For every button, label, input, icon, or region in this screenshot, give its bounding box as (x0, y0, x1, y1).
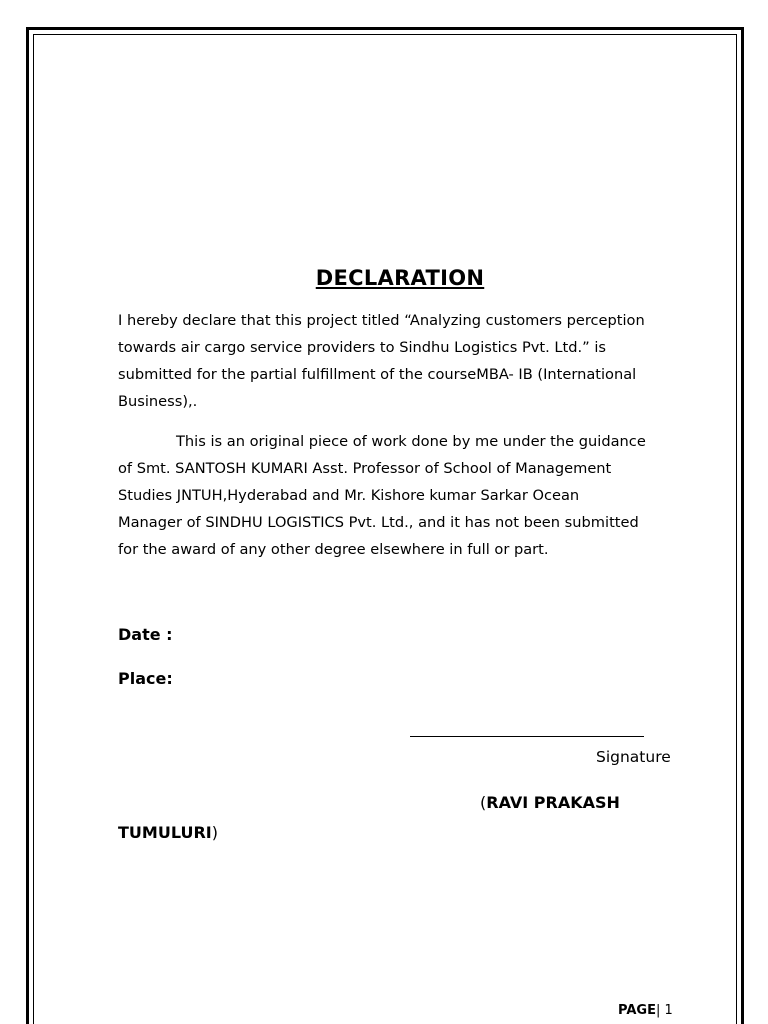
signature-line (410, 736, 644, 737)
declaration-paragraph-2 (118, 428, 690, 563)
paragraph-line: Manager of SINDHU LOGISTICS Pvt. Ltd., and it has not been submitted (118, 514, 639, 531)
paragraph-line: Studies JNTUH,Hyderabad and Mr. Kishore kumar Sarkar Ocean (118, 487, 580, 504)
place-label: Place: (118, 669, 173, 688)
paragraph-line: submitted for the partial fulfillment of the courseMBA- IB (International (118, 366, 637, 383)
signatory-name-line-2 (118, 823, 218, 842)
name-close-paren: ) (211, 823, 218, 842)
date-label: Date : (118, 625, 173, 644)
signature-label: Signature (596, 748, 671, 766)
name-first-part: RAVI PRAKASH (486, 793, 620, 812)
page-separator: | (655, 1003, 665, 1018)
paragraph-line: Business),. (118, 393, 198, 410)
page-label: PAGE (618, 1003, 656, 1018)
signatory-name-line-1 (480, 793, 620, 812)
page-number-footer (618, 1003, 673, 1018)
declaration-paragraph-1 (118, 307, 690, 415)
paragraph-line-indented (118, 428, 690, 455)
name-open-paren: ( (480, 793, 487, 812)
paragraph-line: towards air cargo service providers to Sindhu Logistics Pvt. Ltd.” is (118, 339, 606, 356)
paragraph-line: I hereby declare that this project titled “Analyzing customers perception (118, 312, 645, 329)
paragraph-line: for the award of any other degree elsewhere in full or part. (118, 541, 549, 558)
paragraph-line-text: This is an original piece of work done by me under the guidance (176, 433, 646, 450)
page-number: 1 (664, 1003, 673, 1018)
declaration-title: DECLARATION (315, 266, 485, 290)
paragraph-line: of Smt. SANTOSH KUMARI Asst. Professor of School of Management (118, 460, 612, 477)
name-second-part: TUMULURI (118, 823, 212, 842)
